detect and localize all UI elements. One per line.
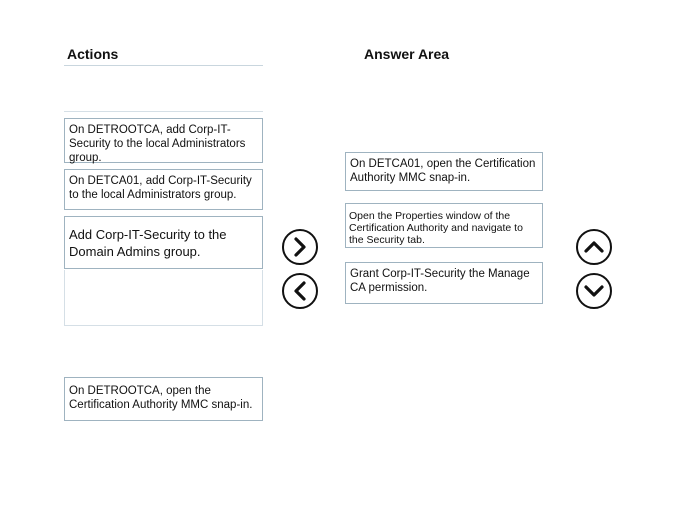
action-item[interactable]: On DETROOTCA, open the Certification Authority MMC snap-in. (64, 377, 263, 421)
answer-item[interactable]: On DETCA01, open the Certification Authority MMC snap-in. (345, 152, 543, 191)
move-down-button[interactable] (576, 273, 612, 309)
chevron-right-icon (284, 231, 316, 263)
action-item[interactable]: On DETCA01, add Corp-IT-Security to the local Administrators group. (64, 169, 263, 210)
empty-slot-divider (64, 111, 263, 112)
chevron-down-icon (578, 275, 610, 307)
actions-heading: Actions (67, 46, 119, 62)
actions-heading-divider (64, 65, 263, 66)
answer-item[interactable]: Grant Corp-IT-Security the Manage CA permission. (345, 262, 543, 304)
action-item[interactable]: On DETROOTCA, add Corp-IT-Security to the local Administrators group. (64, 118, 263, 163)
chevron-up-icon (578, 231, 610, 263)
move-up-button[interactable] (576, 229, 612, 265)
chevron-left-icon (284, 275, 316, 307)
empty-action-slot (64, 270, 263, 326)
answer-item[interactable]: Open the Properties window of the Certification Authority and navigate to the Security tab. (345, 203, 543, 248)
action-item[interactable]: Add Corp-IT-Security to the Domain Admins group. (64, 216, 263, 269)
move-left-button[interactable] (282, 273, 318, 309)
answer-area-heading: Answer Area (364, 46, 450, 62)
move-right-button[interactable] (282, 229, 318, 265)
